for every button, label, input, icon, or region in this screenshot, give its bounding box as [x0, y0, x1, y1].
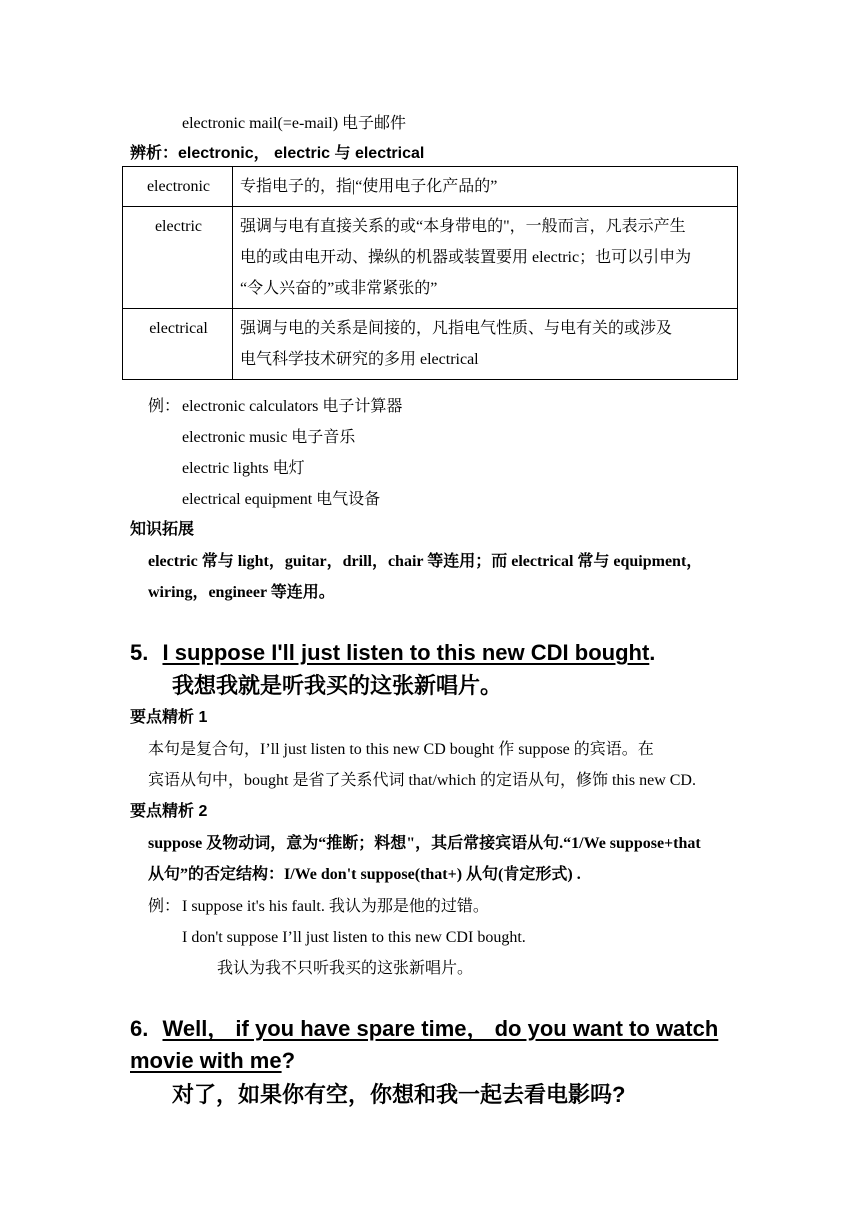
- section-number: 6.: [130, 1016, 149, 1041]
- comparison-table: [122, 166, 738, 380]
- term-cell: electrical: [123, 309, 233, 380]
- section-sentence: Well， if you have spare time， do you want to watch: [162, 1016, 719, 1041]
- term-cell: electric: [123, 207, 233, 309]
- section-number: 5.: [130, 640, 149, 665]
- section-end: .: [649, 640, 656, 665]
- desc-line: 强调与电有直接关系的或“本身带电的"，一般而言，凡表示产生: [240, 218, 686, 235]
- desc-cell: [233, 309, 738, 380]
- examples-label: 例：: [148, 398, 181, 415]
- section-5-translation: 我想我就是听我买的这张新唱片。: [172, 673, 503, 698]
- desc-line: 电的或由电开动、操纵的机器或装置要用 electric；也可以引申为: [240, 249, 692, 266]
- point-1-heading: 要点精析 1: [130, 709, 208, 726]
- desc-cell: [233, 167, 738, 207]
- section-end: ?: [281, 1048, 296, 1073]
- desc-line: 强调与电的关系是间接的，凡指电气性质、与电有关的或涉及: [240, 320, 673, 337]
- point-1-line: 本句是复合句，I’ll just listen to this new CD bought 作 suppose 的宾语。在: [148, 741, 654, 758]
- point-2-example-label: 例：: [148, 898, 181, 915]
- knowledge-line: electric 常与 light，guitar，drill，chair 等连用；而 electrical 常与 equipment，: [148, 553, 703, 570]
- point-2-line: suppose 及物动词，意为“推断；料想"，其后常接宾语从句.“1/We suppose+that: [148, 835, 701, 852]
- example-item: electric lights 电灯: [182, 460, 305, 477]
- section-6-translation: 对了，如果你有空，你想和我一起去看电影吗?: [172, 1082, 626, 1107]
- example-item: electrical equipment 电气设备: [182, 491, 381, 508]
- knowledge-heading: 知识拓展: [130, 521, 195, 538]
- knowledge-line: wiring，engineer 等连用。: [148, 584, 335, 601]
- point-1-line: 宾语从句中，bought 是省了关系代词 that/which 的定语从句，修饰 this new CD.: [148, 772, 696, 789]
- example-item: electronic music 电子音乐: [182, 429, 356, 446]
- point-2-line: 从句”的否定结构：I/We don't suppose(that+) 从句(肯定形式) .: [148, 866, 581, 883]
- table-row: [123, 207, 738, 309]
- point-2-example: I don't suppose I’ll just listen to this new CDI bought.: [182, 929, 526, 946]
- section-5-title: [130, 638, 655, 668]
- point-2-example: I suppose it's his fault. 我认为那是他的过错。: [182, 898, 489, 915]
- desc-cell: [233, 207, 738, 309]
- analysis-heading: 辨析：electronic， electric 与 electrical: [130, 145, 425, 162]
- desc-line: 专指电子的，指|“使用电子化产品的”: [240, 178, 498, 195]
- term-cell: electronic: [123, 167, 233, 207]
- intro-example: electronic mail(=e-mail) 电子邮件: [182, 115, 407, 132]
- table-row: [123, 309, 738, 380]
- point-2-heading: 要点精析 2: [130, 803, 208, 820]
- section-6-title-continued: [130, 1046, 295, 1076]
- section-sentence: I suppose I'll just listen to this new CDI bought: [162, 640, 650, 665]
- section-6-title: [130, 1014, 718, 1044]
- desc-line: “令人兴奋的”或非常紧张的”: [240, 280, 438, 297]
- table-row: [123, 167, 738, 207]
- point-2-example-translation: 我认为我不只听我买的这张新唱片。: [217, 960, 474, 977]
- example-item: electronic calculators 电子计算器: [182, 398, 403, 415]
- section-sentence: movie with me: [130, 1048, 282, 1073]
- desc-line: 电气科学技术研究的多用 electrical: [240, 351, 479, 368]
